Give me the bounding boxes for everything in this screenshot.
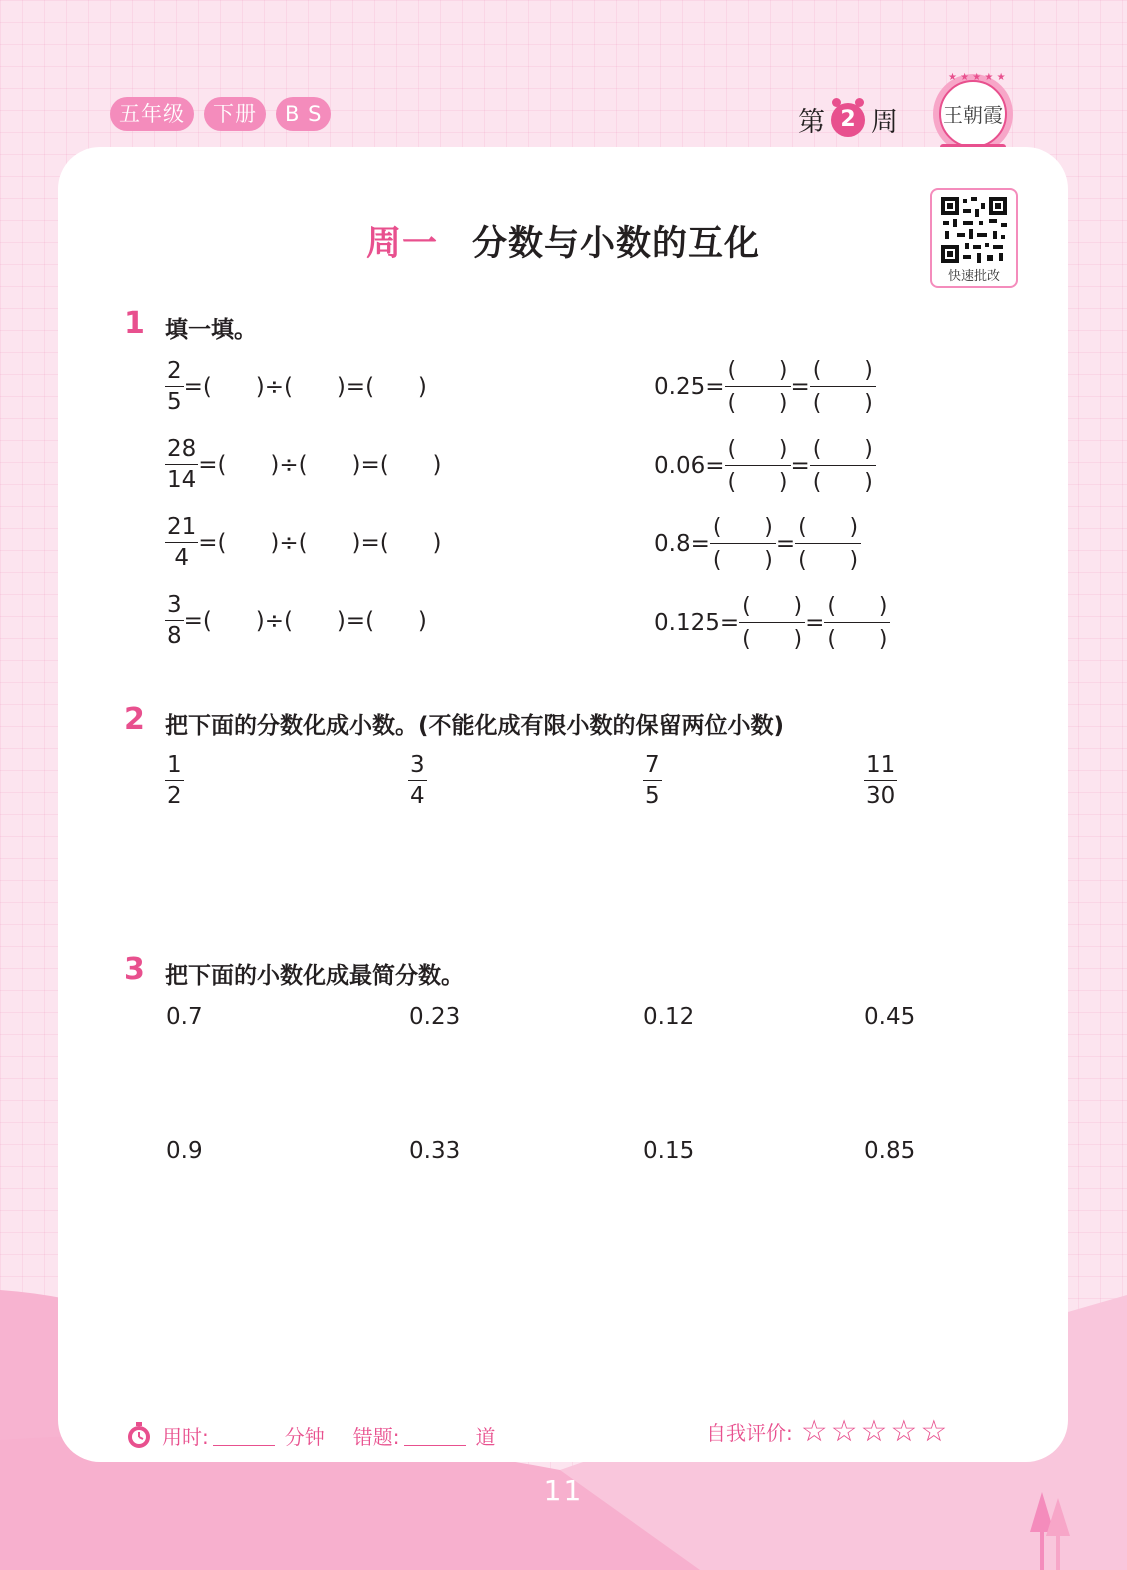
question-1-number: 1 bbox=[124, 306, 145, 341]
decimal-item: 0.15 bbox=[643, 1138, 695, 1164]
grade-tag: 五年级 bbox=[110, 97, 194, 131]
fill-blanks[interactable]: =( )÷( )=( ) bbox=[183, 374, 427, 400]
time-errors-footer bbox=[124, 1420, 496, 1450]
decimal-value: 0.8 bbox=[654, 531, 691, 557]
q1-right-row-3: 0.8 = ( ) ( ) = ( ) ( ) bbox=[654, 515, 861, 573]
q1-right-row-4: 0.125 = ( ) ( ) = ( ) ( ) bbox=[654, 594, 890, 652]
logo-text: 王朝霞 bbox=[943, 103, 1003, 127]
title-day: 周一 bbox=[366, 224, 439, 264]
blank-fraction[interactable]: ( ) ( ) bbox=[810, 358, 876, 416]
decimal-item: 0.23 bbox=[409, 1004, 461, 1030]
q2-fraction-2 bbox=[408, 754, 427, 808]
week-indicator bbox=[798, 100, 898, 139]
fraction: $\frac{3}{4}$ bbox=[410, 752, 425, 809]
fill-blanks[interactable]: =( )÷( )=( ) bbox=[198, 452, 442, 478]
volume-tag: 下册 bbox=[204, 97, 266, 131]
question-3-number: 3 bbox=[124, 952, 145, 987]
q2-fraction-3 bbox=[643, 754, 662, 808]
question-2-text: 把下面的分数化成小数。(不能化成有限小数的保留两位小数) bbox=[165, 713, 785, 739]
fraction: $\frac{21}{4}$ bbox=[167, 514, 197, 571]
blank-fraction[interactable]: ( ) ( ) bbox=[795, 515, 861, 573]
blank-fraction[interactable]: ( ) ( ) bbox=[725, 437, 791, 495]
time-label: 用时: bbox=[162, 1424, 209, 1449]
decimal-item: 0.12 bbox=[643, 1004, 695, 1030]
fraction: $\frac{7}{5}$ bbox=[645, 752, 660, 809]
rating-stars[interactable]: ☆☆☆☆☆ bbox=[800, 1414, 951, 1449]
time-unit: 分钟 bbox=[284, 1424, 325, 1449]
qr-code-icon bbox=[939, 195, 1009, 265]
decimal-value: 0.25 bbox=[654, 374, 706, 400]
svg-text:★ ★ ★ ★ ★: ★ ★ ★ ★ ★ bbox=[948, 72, 1006, 83]
decimal-item: 0.85 bbox=[864, 1138, 916, 1164]
blank-fraction[interactable]: ( ) ( ) bbox=[739, 594, 805, 652]
q1-left-row-3 bbox=[165, 516, 442, 570]
time-input[interactable] bbox=[213, 1425, 275, 1446]
worksheet-card bbox=[58, 147, 1068, 1462]
q1-left-row-2 bbox=[165, 438, 442, 492]
qr-code[interactable] bbox=[930, 188, 1018, 288]
blank-fraction[interactable]: ( ) ( ) bbox=[725, 358, 791, 416]
fill-blanks[interactable]: =( )÷( )=( ) bbox=[198, 530, 442, 556]
decimal-item: 0.45 bbox=[864, 1004, 916, 1030]
blank-fraction[interactable]: ( ) ( ) bbox=[710, 515, 776, 573]
q1-right-row-2: 0.06 = ( ) ( ) = ( ) ( ) bbox=[654, 437, 876, 495]
eval-label: 自我评价: bbox=[706, 1421, 793, 1445]
title-topic: 分数与小数的互化 bbox=[472, 224, 761, 264]
q2-fraction-1 bbox=[165, 754, 184, 808]
fraction: $\frac{1}{2}$ bbox=[167, 752, 182, 809]
stopwatch-icon bbox=[124, 1420, 154, 1450]
grade-tags bbox=[110, 97, 331, 131]
errors-unit: 道 bbox=[475, 1424, 496, 1449]
fill-blanks[interactable]: =( )÷( )=( ) bbox=[183, 608, 427, 634]
question-1-text: 填一填。 bbox=[165, 317, 257, 343]
self-evaluation bbox=[706, 1414, 950, 1449]
decimal-value: 0.06 bbox=[654, 453, 706, 479]
errors-input[interactable] bbox=[404, 1425, 466, 1446]
q1-left-row-1 bbox=[165, 360, 427, 414]
decimal-value: 0.125 bbox=[654, 610, 720, 636]
page-title bbox=[366, 216, 760, 266]
question-2-number: 2 bbox=[124, 702, 145, 737]
errors-label: 错题: bbox=[352, 1424, 400, 1449]
blank-fraction[interactable]: ( ) ( ) bbox=[824, 594, 890, 652]
fraction: $\frac{11}{30}$ bbox=[866, 752, 896, 809]
week-suffix: 周 bbox=[871, 107, 898, 138]
decimal-item: 0.7 bbox=[166, 1004, 203, 1030]
arrow-decoration-icon bbox=[1028, 1492, 1078, 1570]
week-number: 2 bbox=[831, 103, 865, 137]
fraction: $\frac{2}{5}$ bbox=[167, 358, 182, 415]
qr-label: 快速批改 bbox=[947, 269, 1000, 284]
blank-fraction[interactable]: ( ) ( ) bbox=[810, 437, 876, 495]
decimal-item: 0.9 bbox=[166, 1138, 203, 1164]
question-3-text: 把下面的小数化成最简分数。 bbox=[165, 963, 464, 989]
fraction: $\frac{28}{14}$ bbox=[167, 436, 197, 493]
q1-right-row-1: 0.25 = ( ) ( ) = ( ) ( ) bbox=[654, 358, 876, 416]
decimal-item: 0.33 bbox=[409, 1138, 461, 1164]
q1-left-row-4 bbox=[165, 594, 427, 648]
q2-fraction-4 bbox=[864, 754, 897, 808]
edition-tag: B S bbox=[276, 97, 331, 131]
fraction: $\frac{3}{8}$ bbox=[167, 592, 182, 649]
week-prefix: 第 bbox=[798, 107, 825, 138]
page-number: 11 bbox=[543, 1474, 584, 1507]
